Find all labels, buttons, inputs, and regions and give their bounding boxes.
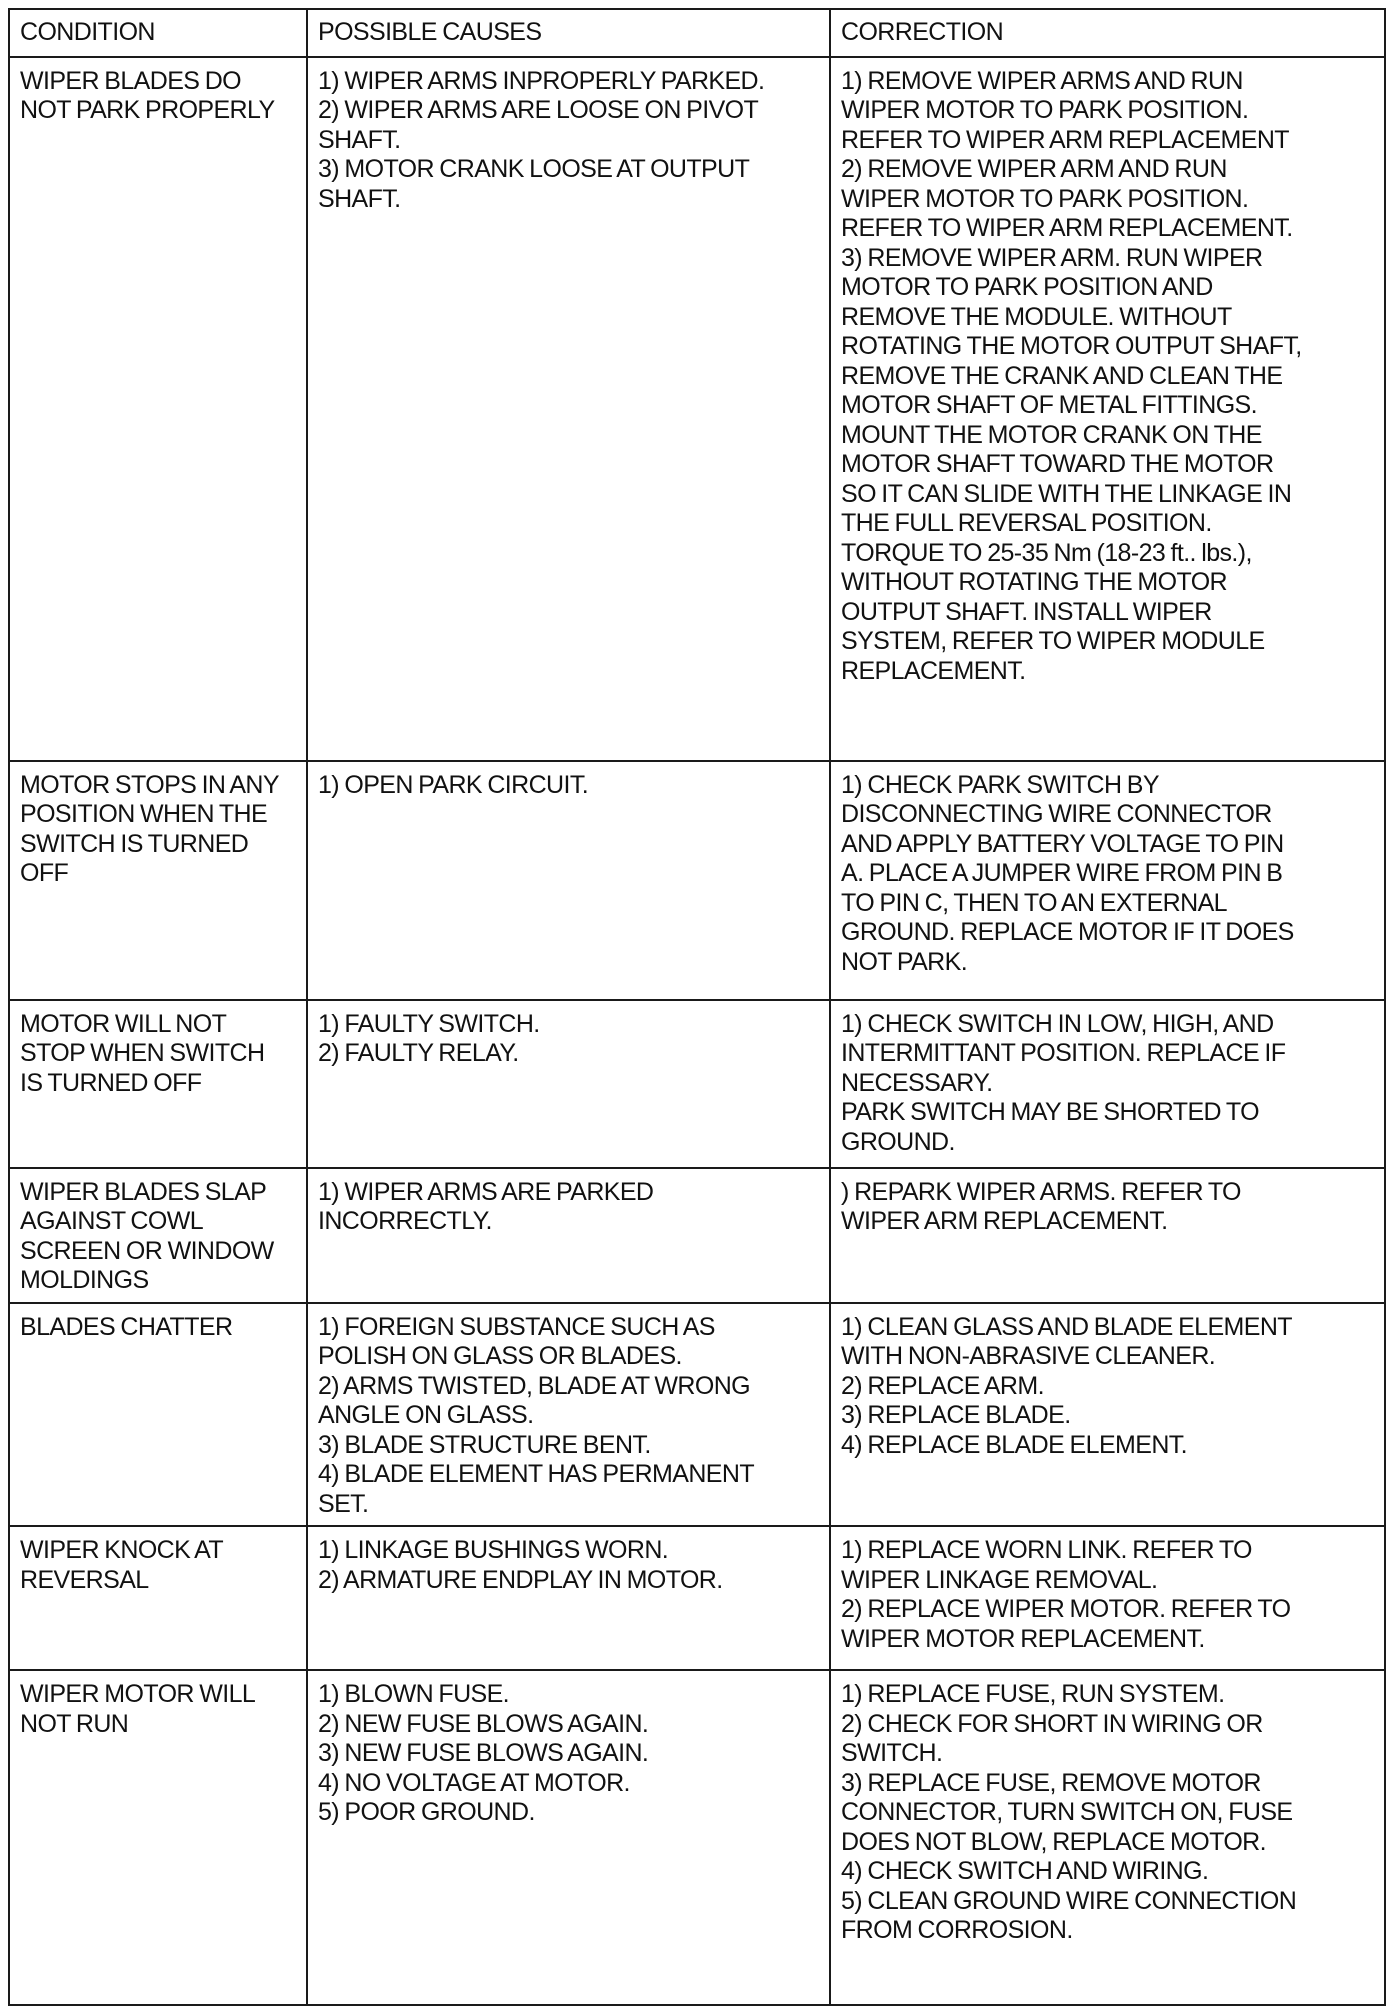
text-line: SO IT CAN SLIDE WITH THE LINKAGE IN	[841, 479, 1292, 508]
text-line: 2) NEW FUSE BLOWS AGAIN.	[318, 1709, 649, 1738]
text-line: WIPER ARM REPLACEMENT.	[841, 1207, 1168, 1235]
text-line: 4) NO VOLTAGE AT MOTOR.	[318, 1768, 630, 1797]
condition-cell	[9, 1670, 307, 2005]
text-line: 2) CHECK FOR SHORT IN WIRING OR	[841, 1709, 1263, 1738]
condition-cell	[9, 1526, 307, 1670]
text-line: WITH NON-ABRASIVE CLEANER.	[841, 1342, 1216, 1370]
text-line: WIPER MOTOR TO PARK POSITION.	[841, 184, 1249, 213]
text-line: ) REPARK WIPER ARMS. REFER TO	[841, 1177, 1241, 1206]
text-line: SHAFT.	[318, 125, 401, 154]
text-line: REFER TO WIPER ARM REPLACEMENT	[841, 125, 1289, 154]
header-row	[9, 9, 1385, 57]
text-line: PARK SWITCH MAY BE SHORTED TO	[841, 1098, 1259, 1126]
troubleshooting-table	[8, 8, 1386, 2006]
text-line: AGAINST COWL	[20, 1207, 204, 1235]
condition-cell	[9, 57, 307, 761]
text-line: AND APPLY BATTERY VOLTAGE TO PIN	[841, 829, 1284, 858]
text-line: 3) REPLACE BLADE.	[841, 1401, 1071, 1429]
correction-cell	[830, 1670, 1385, 2005]
possible-causes-cell	[307, 761, 830, 1000]
table-row	[9, 57, 1385, 761]
text-line: 4) REPLACE BLADE ELEMENT.	[841, 1430, 1188, 1459]
text-line: 5) POOR GROUND.	[318, 1798, 535, 1826]
table-row	[9, 1000, 1385, 1168]
text-line: THE FULL REVERSAL POSITION.	[841, 509, 1212, 537]
text-line: 2) ARMATURE ENDPLAY IN MOTOR.	[318, 1565, 723, 1594]
text-line: 3) MOTOR CRANK LOOSE AT OUTPUT	[318, 155, 750, 183]
correction-cell	[830, 1303, 1385, 1527]
text-line: 1) WIPER ARMS INPROPERLY PARKED.	[318, 66, 765, 95]
text-line: ROTATING THE MOTOR OUTPUT SHAFT,	[841, 332, 1302, 360]
text-line: 4) BLADE ELEMENT HAS PERMANENT	[318, 1460, 754, 1488]
text-line: A. PLACE A JUMPER WIRE FROM PIN B	[841, 859, 1283, 887]
text-line: WIPER KNOCK AT	[20, 1536, 224, 1564]
text-line: 2) REPLACE ARM.	[841, 1371, 1044, 1400]
text-line: REMOVE THE CRANK AND CLEAN THE	[841, 361, 1283, 390]
text-line: INTERMITTANT POSITION. REPLACE IF	[841, 1039, 1286, 1067]
possible-causes-cell	[307, 1168, 830, 1303]
correction-cell	[830, 57, 1385, 761]
text-line: OUTPUT SHAFT. INSTALL WIPER	[841, 597, 1212, 626]
text-line: MOTOR SHAFT OF METAL FITTINGS.	[841, 391, 1257, 419]
correction-cell	[830, 1526, 1385, 1670]
header-condition: CONDITION	[9, 9, 307, 57]
text-line: NECESSARY.	[841, 1068, 993, 1097]
text-line: TORQUE TO 25-35 Nm (18-23 ft.. lbs.),	[841, 538, 1252, 567]
text-line: POSITION WHEN THE	[20, 800, 268, 828]
text-line: SYSTEM, REFER TO WIPER MODULE	[841, 627, 1265, 655]
text-line: 1) REPLACE FUSE, RUN SYSTEM.	[841, 1680, 1225, 1708]
table-row	[9, 1168, 1385, 1303]
text-line: SET.	[318, 1489, 369, 1518]
possible-causes-cell	[307, 57, 830, 761]
text-line: STOP WHEN SWITCH	[20, 1039, 265, 1067]
text-line: WITHOUT ROTATING THE MOTOR	[841, 568, 1228, 596]
condition-cell	[9, 1168, 307, 1303]
text-line: 1) CHECK PARK SWITCH BY	[841, 770, 1159, 799]
text-line: 1) CHECK SWITCH IN LOW, HIGH, AND	[841, 1009, 1274, 1038]
text-line: SWITCH.	[841, 1739, 943, 1767]
text-line: 1) CLEAN GLASS AND BLADE ELEMENT	[841, 1312, 1292, 1341]
correction-cell	[830, 1168, 1385, 1303]
text-line: 1) OPEN PARK CIRCUIT.	[318, 770, 589, 799]
text-line: 3) REPLACE FUSE, REMOVE MOTOR	[841, 1768, 1261, 1797]
text-line: SWITCH IS TURNED	[20, 829, 249, 858]
text-line: ANGLE ON GLASS.	[318, 1401, 534, 1429]
condition-cell	[9, 1000, 307, 1168]
text-line: NOT PARK.	[841, 947, 968, 976]
table-row	[9, 1526, 1385, 1670]
text-line: INCORRECTLY.	[318, 1207, 492, 1235]
text-line: NOT RUN	[20, 1709, 129, 1738]
text-line: POLISH ON GLASS OR BLADES.	[318, 1342, 682, 1370]
possible-causes-cell	[307, 1526, 830, 1670]
text-line: WIPER LINKAGE REMOVAL.	[841, 1565, 1158, 1594]
text-line: REMOVE THE MODULE. WITHOUT	[841, 302, 1232, 331]
text-line: 3) NEW FUSE BLOWS AGAIN.	[318, 1739, 649, 1767]
text-line: 2) REPLACE WIPER MOTOR. REFER TO	[841, 1595, 1291, 1623]
text-line: SCREEN OR WINDOW	[20, 1236, 274, 1265]
text-line: DOES NOT BLOW, REPLACE MOTOR.	[841, 1827, 1266, 1856]
text-line: WIPER BLADES SLAP	[20, 1177, 267, 1206]
text-line: 2) WIPER ARMS ARE LOOSE ON PIVOT	[318, 96, 759, 124]
condition-cell	[9, 761, 307, 1000]
text-line: GROUND. REPLACE MOTOR IF IT DOES	[841, 918, 1294, 946]
text-line: MOTOR STOPS IN ANY	[20, 770, 279, 799]
correction-cell	[830, 761, 1385, 1000]
text-line: 1) FAULTY SWITCH.	[318, 1009, 540, 1038]
condition-cell	[9, 1303, 307, 1527]
text-line: WIPER MOTOR REPLACEMENT.	[841, 1624, 1205, 1653]
possible-causes-cell	[307, 1303, 830, 1527]
header-possible-causes: POSSIBLE CAUSES	[307, 9, 830, 57]
text-line: FROM CORROSION.	[841, 1916, 1073, 1944]
text-line: OFF	[20, 859, 69, 887]
text-line: TO PIN C, THEN TO AN EXTERNAL	[841, 888, 1227, 917]
text-line: REPLACEMENT.	[841, 656, 1026, 685]
header-correction: CORRECTION	[830, 9, 1385, 57]
text-line: MOUNT THE MOTOR CRANK ON THE	[841, 420, 1262, 449]
correction-cell	[830, 1000, 1385, 1168]
text-line: 3) REMOVE WIPER ARM. RUN WIPER	[841, 243, 1263, 272]
text-line: 1) FOREIGN SUBSTANCE SUCH AS	[318, 1312, 715, 1341]
table-row	[9, 1670, 1385, 2005]
text-line: REVERSAL	[20, 1565, 149, 1594]
text-line: MOTOR SHAFT TOWARD THE MOTOR	[841, 450, 1274, 478]
text-line: REFER TO WIPER ARM REPLACEMENT.	[841, 214, 1293, 242]
text-line: MOTOR WILL NOT	[20, 1009, 227, 1038]
text-line: SHAFT.	[318, 184, 401, 213]
text-line: IS TURNED OFF	[20, 1068, 202, 1097]
text-line: 5) CLEAN GROUND WIRE CONNECTION	[841, 1886, 1297, 1915]
text-line: 2) FAULTY RELAY.	[318, 1039, 519, 1067]
text-line: 1) REMOVE WIPER ARMS AND RUN	[841, 66, 1243, 95]
text-line: MOTOR TO PARK POSITION AND	[841, 273, 1213, 301]
text-line: WIPER MOTOR TO PARK POSITION.	[841, 96, 1249, 124]
table-row	[9, 761, 1385, 1000]
text-line: 1) WIPER ARMS ARE PARKED	[318, 1177, 654, 1206]
text-line: 4) CHECK SWITCH AND WIRING.	[841, 1857, 1209, 1885]
text-line: BLADES CHATTER	[20, 1312, 233, 1341]
text-line: MOLDINGS	[20, 1266, 149, 1294]
possible-causes-cell	[307, 1670, 830, 2005]
text-line: GROUND.	[841, 1127, 955, 1156]
text-line: 3) BLADE STRUCTURE BENT.	[318, 1430, 651, 1459]
text-line: DISCONNECTING WIRE CONNECTOR	[841, 800, 1272, 828]
table-row	[9, 1303, 1385, 1527]
table-body	[9, 57, 1385, 2006]
text-line: WIPER BLADES DO	[20, 66, 241, 95]
text-line: 1) LINKAGE BUSHINGS WORN.	[318, 1536, 669, 1564]
text-line: 2) REMOVE WIPER ARM AND RUN	[841, 155, 1227, 183]
text-line: 2) ARMS TWISTED, BLADE AT WRONG	[318, 1371, 751, 1400]
possible-causes-cell	[307, 1000, 830, 1168]
text-line: WIPER MOTOR WILL	[20, 1680, 256, 1708]
text-line: CONNECTOR, TURN SWITCH ON, FUSE	[841, 1798, 1293, 1826]
text-line: 1) BLOWN FUSE.	[318, 1680, 510, 1708]
text-line: NOT PARK PROPERLY	[20, 96, 275, 124]
text-line: 1) REPLACE WORN LINK. REFER TO	[841, 1536, 1252, 1564]
